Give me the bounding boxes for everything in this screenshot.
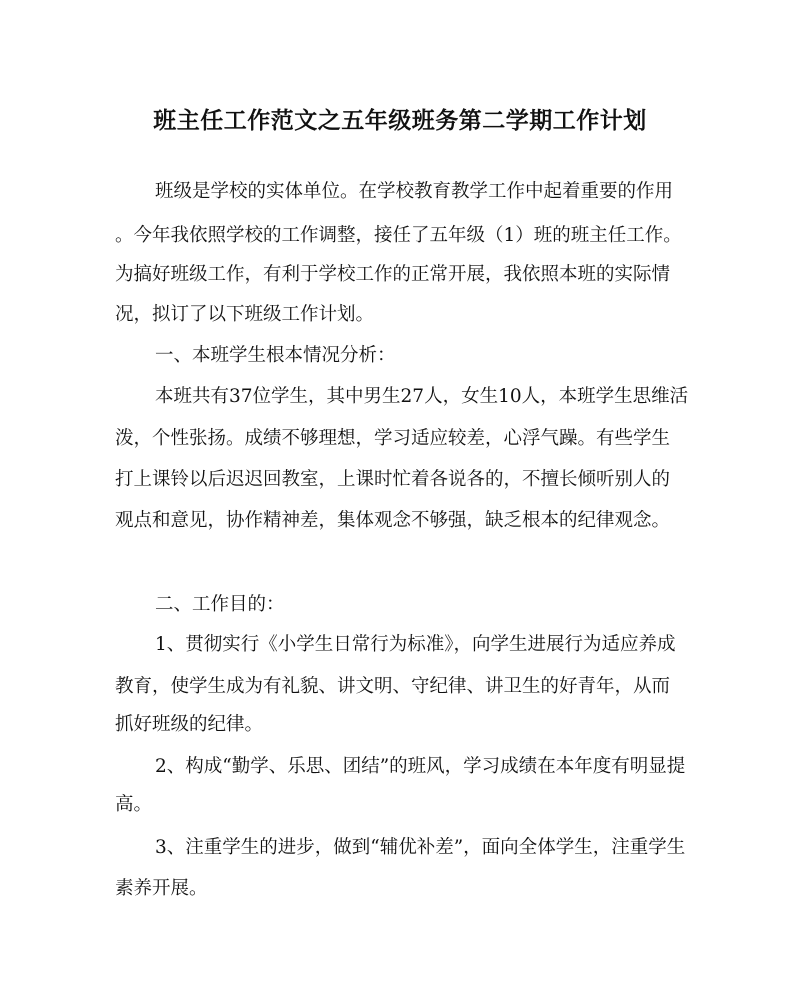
paragraph-line: 高。: [115, 794, 153, 815]
paragraph-line: 班级是学校的实体单位。在学校教育教学工作中起着重要的作用: [155, 181, 674, 202]
paragraph-line: 2、构成“勤学、乐思、团结”的班风，学习成绩在本年度有明显提: [155, 756, 686, 777]
paragraph-line: 素养开展。: [115, 878, 208, 899]
paragraph-line: 泼，个性张扬。成绩不够理想，学习适应较差，心浮气躁。有些学生: [115, 428, 671, 449]
paragraph-line: 打上课铃以后迟迟回教室，上课时忙着各说各的，不擅长倾听别人的: [115, 469, 671, 490]
paragraph-line: 观点和意见，协作精神差，集体观念不够强，缺乏根本的纪律观念。: [115, 510, 671, 531]
document-title: 班主任工作范文之五年级班务第二学期工作计划: [153, 107, 647, 134]
paragraph-line: 教育，使学生成为有礼貌、讲文明、守纪律、讲卫生的好青年，从而: [115, 676, 671, 697]
paragraph-line: 为搞好班级工作，有利于学校工作的正常开展，我依照本班的实际情: [115, 264, 671, 285]
paragraph-line: 况，拟订了以下班级工作计划。: [115, 304, 375, 325]
paragraph-line: 抓好班级的纪律。: [115, 714, 264, 735]
paragraph-line: 。今年我依照学校的工作调整，接任了五年级（1）班的班主任工作。: [115, 225, 682, 246]
paragraph-line: 1、贯彻实行《小学生日常行为标准》，向学生进展行为适应养成: [155, 634, 676, 655]
section-heading: 一、本班学生根本情况分析：: [155, 345, 396, 366]
section-heading: 二、工作目的：: [155, 594, 285, 615]
paragraph-line: 本班共有37位学生，其中男生27人，女生10人，本班学生思维活: [155, 386, 689, 407]
paragraph-line: 3、注重学生的进步，做到“辅优补差”，面向全体学生，注重学生: [155, 837, 686, 858]
